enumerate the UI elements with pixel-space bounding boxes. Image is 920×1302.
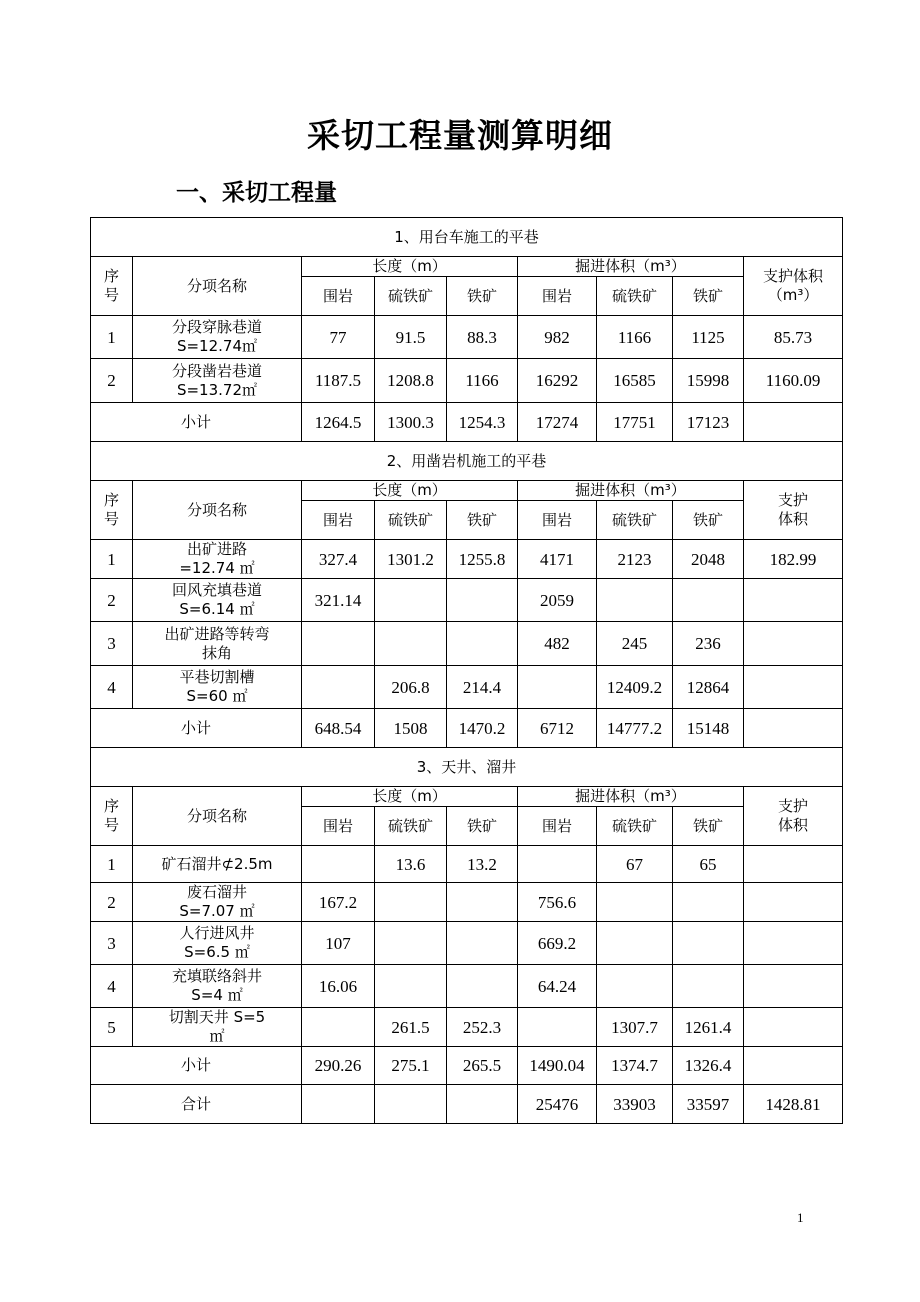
header-volume-rock: 围岩 [518,277,597,316]
row-len-iron: 1255.8 [447,540,518,579]
table-row [91,965,843,1008]
row-seq: 3 [91,922,133,965]
row-len-pyrite: 206.8 [375,666,447,709]
row-vol-rock: 16292 [518,359,597,403]
table-row [91,922,843,965]
row-len-rock: 1187.5 [302,359,375,403]
row-len-rock [302,846,375,883]
row-support: 182.99 [744,540,843,579]
subtotal-len-rock: 1264.5 [302,403,375,442]
row-support [744,579,843,622]
row-len-pyrite [375,922,447,965]
row-vol-pyrite: 12409.2 [597,666,673,709]
row-len-iron [447,883,518,922]
total-support: 1428.81 [744,1085,843,1124]
row-support [744,1008,843,1047]
subtotal-len-iron: 265.5 [447,1047,518,1085]
row-seq: 1 [91,846,133,883]
row-seq: 4 [91,965,133,1008]
row-len-pyrite: 13.6 [375,846,447,883]
row-support: 1160.09 [744,359,843,403]
total-vol-pyrite: 33903 [597,1085,673,1124]
row-vol-iron [673,965,744,1008]
row-item-name: 平巷切割槽S=60 ㎡ [133,666,302,709]
row-len-iron: 252.3 [447,1008,518,1047]
subtotal-support [744,1047,843,1085]
document-title: 采切工程量测算明细 [307,116,613,155]
header-volume: 掘进体积（m³） [518,787,744,807]
subtotal-row [91,403,843,442]
row-item-name: 废石溜井 S=7.07 ㎡ [133,883,302,922]
page-number: 1 [797,1210,804,1225]
row-vol-rock: 64.24 [518,965,597,1008]
total-len-iron [447,1085,518,1124]
row-len-rock [302,622,375,666]
row-vol-iron: 236 [673,622,744,666]
row-vol-rock [518,666,597,709]
row-len-pyrite [375,965,447,1008]
header-volume-rock: 围岩 [518,501,597,540]
header-length-pyrite: 硫铁矿 [375,277,447,316]
row-item-name: 矿石溜井⊄2.5m [133,846,302,883]
row-len-iron [447,579,518,622]
header-volume: 掘进体积（m³） [518,257,744,277]
subtotal-len-iron: 1470.2 [447,709,518,748]
header-support: 支护体积（m³） [744,257,843,316]
row-seq: 2 [91,883,133,922]
row-item-name: 分段凿岩巷道S=13.72㎡ [133,359,302,403]
row-support [744,666,843,709]
row-len-pyrite [375,579,447,622]
row-len-pyrite: 1301.2 [375,540,447,579]
table-row [91,579,843,622]
header-support: 支护体积 [744,481,843,540]
row-vol-pyrite: 2123 [597,540,673,579]
subtotal-vol-pyrite: 1374.7 [597,1047,673,1085]
header-volume-iron: 铁矿 [673,277,744,316]
header-length-iron: 铁矿 [447,501,518,540]
row-len-pyrite [375,622,447,666]
subtotal-label: 小计 [91,709,302,748]
row-vol-rock: 756.6 [518,883,597,922]
row-vol-rock: 982 [518,316,597,359]
table-row [91,666,843,709]
row-len-rock [302,1008,375,1047]
section-title-row [91,218,843,257]
header-item-name: 分项名称 [133,257,302,316]
row-item-name: 分段穿脉巷道S=12.74㎡ [133,316,302,359]
header-seq: 序号 [91,481,133,540]
header-length-iron: 铁矿 [447,807,518,846]
header-length-pyrite: 硫铁矿 [375,501,447,540]
header-volume-iron: 铁矿 [673,501,744,540]
row-item-name: 切割天井 S=5 ㎡ [133,1008,302,1047]
row-vol-iron: 65 [673,846,744,883]
header-length: 长度（m） [302,787,518,807]
subtotal-vol-pyrite: 14777.2 [597,709,673,748]
row-len-pyrite: 261.5 [375,1008,447,1047]
row-vol-iron [673,883,744,922]
header-row [91,481,843,501]
subtotal-support [744,709,843,748]
row-vol-rock [518,846,597,883]
row-len-rock: 107 [302,922,375,965]
section-title: 3、天井、溜井 [91,748,843,787]
row-len-pyrite: 91.5 [375,316,447,359]
row-item-name: 回风充填巷道S=6.14 ㎡ [133,579,302,622]
total-len-pyrite [375,1085,447,1124]
section-title: 2、用凿岩机施工的平巷 [91,442,843,481]
row-vol-iron: 12864 [673,666,744,709]
section-heading: 一、采切工程量 [176,180,337,206]
row-len-iron [447,965,518,1008]
subtotal-len-pyrite: 275.1 [375,1047,447,1085]
header-seq: 序号 [91,257,133,316]
subtotal-len-pyrite: 1300.3 [375,403,447,442]
row-vol-pyrite: 16585 [597,359,673,403]
subtotal-vol-pyrite: 17751 [597,403,673,442]
header-item-name: 分项名称 [133,481,302,540]
subtotal-row [91,1047,843,1085]
subtotal-vol-iron: 17123 [673,403,744,442]
subtotal-len-pyrite: 1508 [375,709,447,748]
row-item-name: 充填联络斜井 S=4 ㎡ [133,965,302,1008]
table-row [91,883,843,922]
row-seq: 1 [91,316,133,359]
header-length: 长度（m） [302,257,518,277]
table-row [91,846,843,883]
row-seq: 1 [91,540,133,579]
row-item-name: 人行进风井S=6.5 ㎡ [133,922,302,965]
table-row [91,540,843,579]
subtotal-label: 小计 [91,1047,302,1085]
quantity-table [90,217,843,1124]
row-vol-rock: 669.2 [518,922,597,965]
row-len-iron: 1166 [447,359,518,403]
row-seq: 5 [91,1008,133,1047]
row-seq: 2 [91,359,133,403]
header-length-iron: 铁矿 [447,277,518,316]
total-vol-rock: 25476 [518,1085,597,1124]
subtotal-vol-rock: 17274 [518,403,597,442]
row-vol-iron [673,579,744,622]
row-support [744,922,843,965]
row-len-rock: 167.2 [302,883,375,922]
row-support: 85.73 [744,316,843,359]
row-vol-iron: 1125 [673,316,744,359]
row-seq: 3 [91,622,133,666]
subtotal-len-rock: 290.26 [302,1047,375,1085]
row-seq: 4 [91,666,133,709]
table-body [91,218,843,1124]
header-row [91,257,843,277]
header-length-pyrite: 硫铁矿 [375,807,447,846]
row-item-name: 出矿进路=12.74 ㎡ [133,540,302,579]
row-len-iron: 88.3 [447,316,518,359]
total-row [91,1085,843,1124]
subtotal-vol-iron: 1326.4 [673,1047,744,1085]
row-len-iron [447,922,518,965]
row-len-rock: 77 [302,316,375,359]
row-seq: 2 [91,579,133,622]
header-volume-rock: 围岩 [518,807,597,846]
row-vol-rock: 2059 [518,579,597,622]
row-len-iron: 13.2 [447,846,518,883]
header-length-rock: 围岩 [302,501,375,540]
row-support [744,846,843,883]
row-support [744,965,843,1008]
header-volume-pyrite: 硫铁矿 [597,277,673,316]
total-len-rock [302,1085,375,1124]
header-item-name: 分项名称 [133,787,302,846]
row-len-pyrite [375,883,447,922]
row-vol-rock: 4171 [518,540,597,579]
section-title-row [91,748,843,787]
subtotal-vol-rock: 6712 [518,709,597,748]
header-volume-pyrite: 硫铁矿 [597,807,673,846]
header-seq: 序号 [91,787,133,846]
section-title-row [91,442,843,481]
row-vol-rock [518,1008,597,1047]
row-len-iron [447,622,518,666]
row-vol-pyrite: 1166 [597,316,673,359]
subtotal-len-rock: 648.54 [302,709,375,748]
subtotal-vol-iron: 15148 [673,709,744,748]
table-row [91,622,843,666]
header-length: 长度（m） [302,481,518,501]
row-vol-iron: 1261.4 [673,1008,744,1047]
header-length-rock: 围岩 [302,277,375,316]
header-volume-pyrite: 硫铁矿 [597,501,673,540]
row-vol-pyrite [597,922,673,965]
header-length-rock: 围岩 [302,807,375,846]
row-len-rock: 321.14 [302,579,375,622]
row-support [744,883,843,922]
row-vol-pyrite [597,883,673,922]
header-volume: 掘进体积（m³） [518,481,744,501]
row-len-rock [302,666,375,709]
subtotal-support [744,403,843,442]
row-vol-pyrite: 245 [597,622,673,666]
row-vol-iron: 2048 [673,540,744,579]
row-item-name: 出矿进路等转弯抹角 [133,622,302,666]
section-title: 1、用台车施工的平巷 [91,218,843,257]
subtotal-vol-rock: 1490.04 [518,1047,597,1085]
row-len-pyrite: 1208.8 [375,359,447,403]
row-len-rock: 16.06 [302,965,375,1008]
header-support: 支护体积 [744,787,843,846]
table-row [91,1008,843,1047]
row-support [744,622,843,666]
row-vol-pyrite [597,965,673,1008]
header-volume-iron: 铁矿 [673,807,744,846]
table-row [91,359,843,403]
total-label: 合计 [91,1085,302,1124]
total-vol-iron: 33597 [673,1085,744,1124]
table-row [91,316,843,359]
row-vol-pyrite: 1307.7 [597,1008,673,1047]
row-vol-pyrite: 67 [597,846,673,883]
row-vol-iron [673,922,744,965]
subtotal-len-iron: 1254.3 [447,403,518,442]
subtotal-label: 小计 [91,403,302,442]
header-row [91,787,843,807]
row-vol-pyrite [597,579,673,622]
subtotal-row [91,709,843,748]
row-vol-rock: 482 [518,622,597,666]
row-vol-iron: 15998 [673,359,744,403]
row-len-iron: 214.4 [447,666,518,709]
row-len-rock: 327.4 [302,540,375,579]
